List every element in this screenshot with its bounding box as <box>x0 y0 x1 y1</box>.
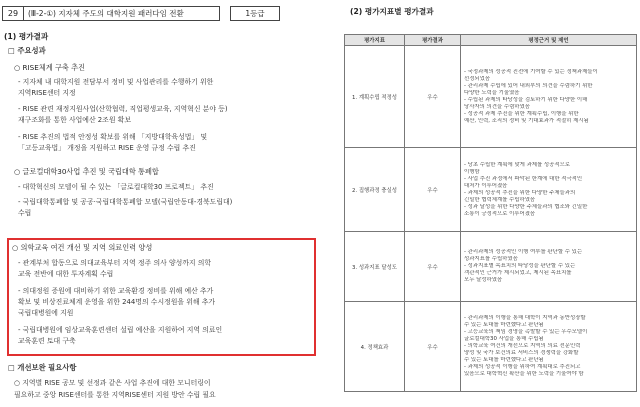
text-line: 교육훈련 토대 구축 <box>18 337 76 345</box>
basis-line: - 당초 수립한 계획에 맞게 과제를 성공적으로 <box>464 161 570 168</box>
task-title: (Ⅲ-2-①) 지자체 주도의 대학지원 패러다임 전환 <box>24 6 220 21</box>
group-heading: ○ RISE체계 구축 추진 <box>14 63 86 72</box>
text-line: 필요하고 중앙 RISE센터를 통한 지역RISE센터 지원 방안 수립 필요 <box>14 391 216 399</box>
text-line: 수립 <box>18 209 32 217</box>
text-line: - RISE 관련 재정지원사업(산학협력, 직업평생교육, 지역혁신 분야 등) <box>18 105 228 113</box>
basis-line: 이행함 <box>464 168 480 175</box>
result-cell: 우수 <box>405 148 461 232</box>
basis-line: - 과제의 성공적 이행을 위하여 계획대로 추진되고 <box>464 364 581 370</box>
indicator-cell: 3. 성과지표 달성도 <box>345 232 405 302</box>
indicator-cell: 1. 계획수립 적정성 <box>345 46 405 148</box>
basis-line: - 국정과제의 성공적 진전에 기여할 수 있는 정책과제들이 <box>464 68 598 75</box>
text-line: - 관계부처 합동으로 의대교육부터 지역 정주 의사 양성까지 의학 <box>18 259 212 267</box>
basis-line: 수 있는 토대를 마련했다고 판단됨 <box>464 357 544 363</box>
text-line: - 의대정원 증원에 대비하기 위한 교육환경 정비를 위해 예산 추가 <box>18 287 214 295</box>
basis-line: - 고등교육의 책임 경영을 촉발할 수 있는 우수모델이 <box>464 329 588 335</box>
evaluation-table <box>344 34 637 392</box>
improvement-heading: □ 개선보완 필요사항 <box>8 363 77 372</box>
basis-line: 선정되었음 <box>464 75 491 82</box>
text-line: ○ 지역별 RISE 공모 및 선정과 같은 사업 추진에 대한 모니터링이 <box>14 379 211 387</box>
result-cell: 우수 <box>405 46 461 148</box>
indicator-cell: 2. 집행과정 충실성 <box>345 148 405 232</box>
result-cell: 우수 <box>405 302 461 392</box>
basis-line: 글로컬대학30 사업을 통해 수립됨 <box>464 336 544 342</box>
basis-line: 양성 및 국가 보건의료 서비스의 경쟁력을 강화할 <box>464 350 579 356</box>
basis-line: 다양한 노력을 기울였음 <box>464 89 520 96</box>
basis-line: - 관리과제 수립에 있어 내외부의 의견을 수렴하기 위한 <box>464 82 593 89</box>
text-line: - 국립대병원에 임상교육훈련센터 설립 예산을 지원하여 지역 의료인 <box>18 326 223 334</box>
text-line: - 국립대학통폐합 및 공공·국립대학통폐합 모델(국립안동대-경북도립대) <box>18 198 233 206</box>
table-header-row <box>345 35 637 46</box>
table-row <box>345 302 637 392</box>
basis-line: - 성과 달성을 위한 다양한 주체들과의 협조와 긴밀한 <box>464 203 588 210</box>
main-results-heading: □ 주요성과 <box>8 46 46 55</box>
text-line: 교육 전반에 대한 투자계획 수립 <box>18 270 114 278</box>
table-row <box>345 148 637 232</box>
basis-line: 당사자의 의견을 수렴하였음 <box>464 103 530 110</box>
group-heading: ○ 글로컬대학30사업 추진 및 국립대학 통폐합 <box>14 167 159 176</box>
basis-cell <box>461 232 637 302</box>
basis-cell <box>461 46 637 148</box>
basis-cell <box>461 148 637 232</box>
task-number: 29 <box>2 6 24 21</box>
basis-line: 모두 달성하였음 <box>464 277 503 283</box>
text-line: - 지자체 내 대학지원 전담부서 정비 및 사업관리를 수행하기 위한 <box>18 78 214 86</box>
basis-line: - 관리과제의 성공적인 이행 여부를 판단할 수 있는 <box>464 249 583 255</box>
text-line: 「고등교육법」 개정을 지원하고 RISE 운영 규정 수립 추진 <box>18 144 196 152</box>
basis-line: 성과지표를 수립하였음 <box>464 256 518 262</box>
basis-line: - 수립된 과제의 타당성을 검토하기 위한 다양한 이해 <box>464 96 588 103</box>
basis-line: - 의학교육 여건의 개선으로 지역의 의료 전문인력 <box>464 343 581 349</box>
basis-cell <box>461 302 637 392</box>
text-line: - 대학혁신의 모델이 될 수 있는 「글로컬대학30 프로젝트」 추진 <box>18 183 214 191</box>
text-line: 재구조화를 통한 사업예산 2조원 확보 <box>18 116 131 124</box>
basis-line: 수 있는 토대를 마련했다고 판단됨 <box>464 322 544 328</box>
indicator-cell: 4. 정책효과 <box>345 302 405 392</box>
basis-line: 대처가 이루어졌음 <box>464 182 508 189</box>
text-line: 확보 및 비상진료체계 운영을 위한 244명의 수시정원을 위해 추가 <box>18 298 216 306</box>
column-header: 평가지표 <box>345 35 405 46</box>
evaluation-table-title: (2) 평가지표별 평가결과 <box>350 7 434 16</box>
text-line: 국립대병원에 지원 <box>18 309 74 317</box>
basis-line: - 성과지표별 목표치의 타당성을 판단할 수 있는 <box>464 263 576 269</box>
table-row <box>345 46 637 148</box>
column-header: 평정근거 및 제언 <box>461 35 637 46</box>
basis-line: - 과제의 성공적 추진을 위한 다양한 주체들과의 <box>464 189 576 196</box>
basis-line: 있음으로 대학혁신 확산을 위한 노력을 기울여야 함 <box>464 371 584 377</box>
text-line: 지역RISE센터 지정 <box>18 89 76 97</box>
column-header: 평가결과 <box>405 35 461 46</box>
basis-line: - 관리과제의 이행을 통해 대학이 지역과 동반성장할 <box>464 315 586 321</box>
basis-line: - 사업 추진 과정에서 파악된 한계에 대한 적극적인 <box>464 175 583 182</box>
text-line: - RISE 추진의 법적 안정성 확보를 위해 「지방대학육성법」 및 <box>18 133 208 141</box>
group-heading: ○ 의학교육 여건 개선 및 지역 의료인력 양성 <box>12 243 153 252</box>
result-cell: 우수 <box>405 232 461 302</box>
basis-line: 긴밀한 협력체계를 수립하였음 <box>464 196 536 203</box>
section-results-heading: (1) 평가결과 <box>4 32 49 41</box>
basis-line: 소통이 긍정적으로 이루어졌음 <box>464 210 536 217</box>
basis-line: 객관적인 근거가 제시되었고, 제시된 목표치를 <box>464 270 572 276</box>
grade-badge: 1등급 <box>230 6 280 21</box>
right-column <box>340 0 640 407</box>
table-row <box>345 232 637 302</box>
basis-line: 예산, 인력, 조직의 정비 및 기대효과가 적절히 제시됨 <box>464 117 589 124</box>
task-header <box>2 6 280 21</box>
basis-line: - 성공적 과제 추진을 위한 계획수립, 이행을 위한 <box>464 110 579 117</box>
